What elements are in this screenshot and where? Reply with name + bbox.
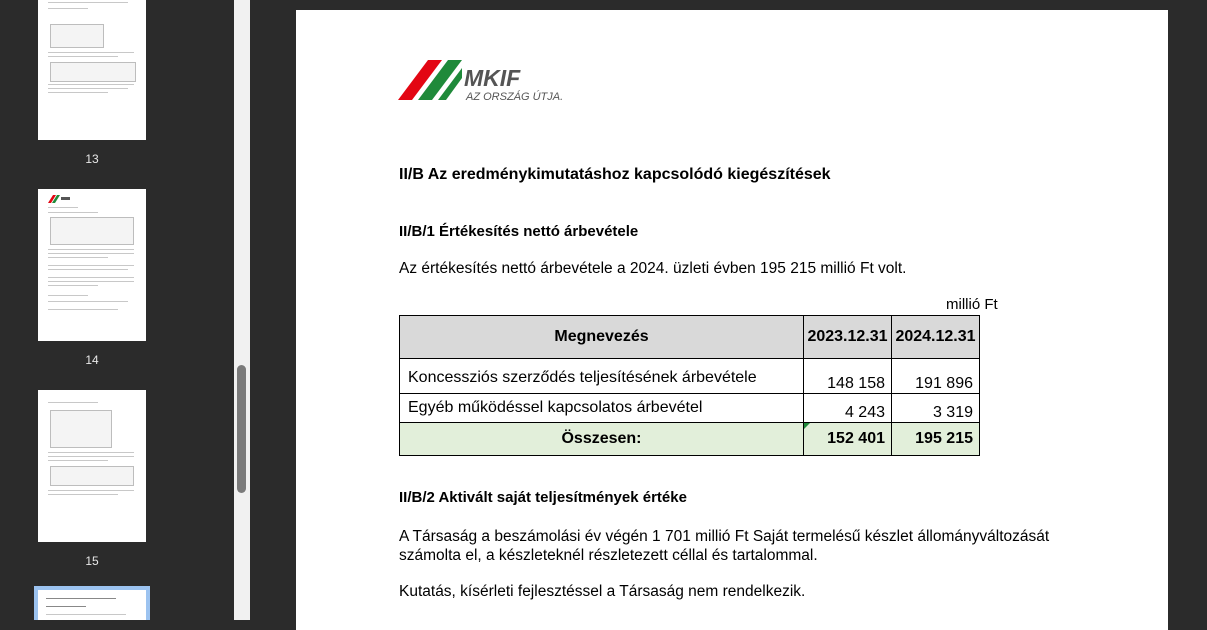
table-total-row: [400, 423, 980, 456]
table-cell: 4 243: [804, 394, 892, 423]
table-cell: Összesen:: [400, 423, 804, 456]
activated-performance-text-line2: számolta el, a készleteknél részletezett céllal és tartalommal.: [399, 547, 818, 564]
table-row: [400, 394, 980, 423]
table-header: 2024.12.31: [892, 316, 980, 359]
subsection-title-2: II/B/2 Aktivált saját teljesítmények értéke: [399, 489, 687, 506]
page-thumbnail-16[interactable]: [38, 590, 146, 620]
subsection-title-1: II/B/1 Értékesítés nettó árbevétele: [399, 223, 639, 240]
thumbnail-sidebar: [0, 0, 234, 620]
table-cell: 191 896: [892, 359, 980, 394]
table-cell: Koncessziós szerződés teljesítésének árbevétele: [400, 359, 804, 394]
table-cell: 195 215: [892, 423, 980, 456]
thumbnail-number-15: 15: [85, 554, 99, 568]
page-thumbnail-15[interactable]: [38, 390, 146, 542]
thumbnail-number-14: 14: [85, 353, 99, 367]
section-title: II/B Az eredménykimutatáshoz kapcsolódó kiegészítések: [399, 166, 831, 183]
revenue-summary-text: Az értékesítés nettó árbevétele a 2024. üzleti évben 195 215 millió Ft volt.: [399, 260, 907, 277]
table-cell-value: 152 401: [827, 430, 885, 447]
table-cell: 148 158: [804, 359, 892, 394]
table-header: 2023.12.31: [804, 316, 892, 359]
unit-label: millió Ft: [946, 296, 998, 313]
document-viewer: [250, 0, 1207, 620]
logo-tagline: AZ ORSZÁG ÚTJA.: [466, 91, 564, 103]
table-cell: [804, 423, 892, 456]
table-row: [400, 359, 980, 394]
table-cell: Egyéb működéssel kapcsolatos árbevétel: [400, 394, 804, 423]
sidebar-scrollbar[interactable]: [234, 0, 250, 620]
sidebar-scrollbar-thumb[interactable]: [237, 365, 246, 493]
research-text: Kutatás, kísérleti fejlesztéssel a Társaság nem rendelkezik.: [399, 583, 806, 600]
document-page: [296, 10, 1168, 630]
table-header: Megnevezés: [400, 316, 804, 359]
mkif-logo-mini-icon: [48, 195, 70, 203]
activated-performance-text-line1: A Társaság a beszámolási év végén 1 701 millió Ft Saját termelésű készlet állományváltozását: [399, 528, 1050, 545]
revenue-table: [399, 315, 980, 456]
table-header-row: [400, 316, 980, 359]
thumbnail-number-13: 13: [85, 152, 99, 166]
mkif-logo: [398, 60, 578, 114]
page-thumbnail-13[interactable]: [38, 0, 146, 140]
logo-brand: MKIF: [464, 65, 521, 91]
cell-corner-marker: [804, 423, 810, 429]
page-thumbnail-14[interactable]: [38, 189, 146, 341]
table-cell: 3 319: [892, 394, 980, 423]
